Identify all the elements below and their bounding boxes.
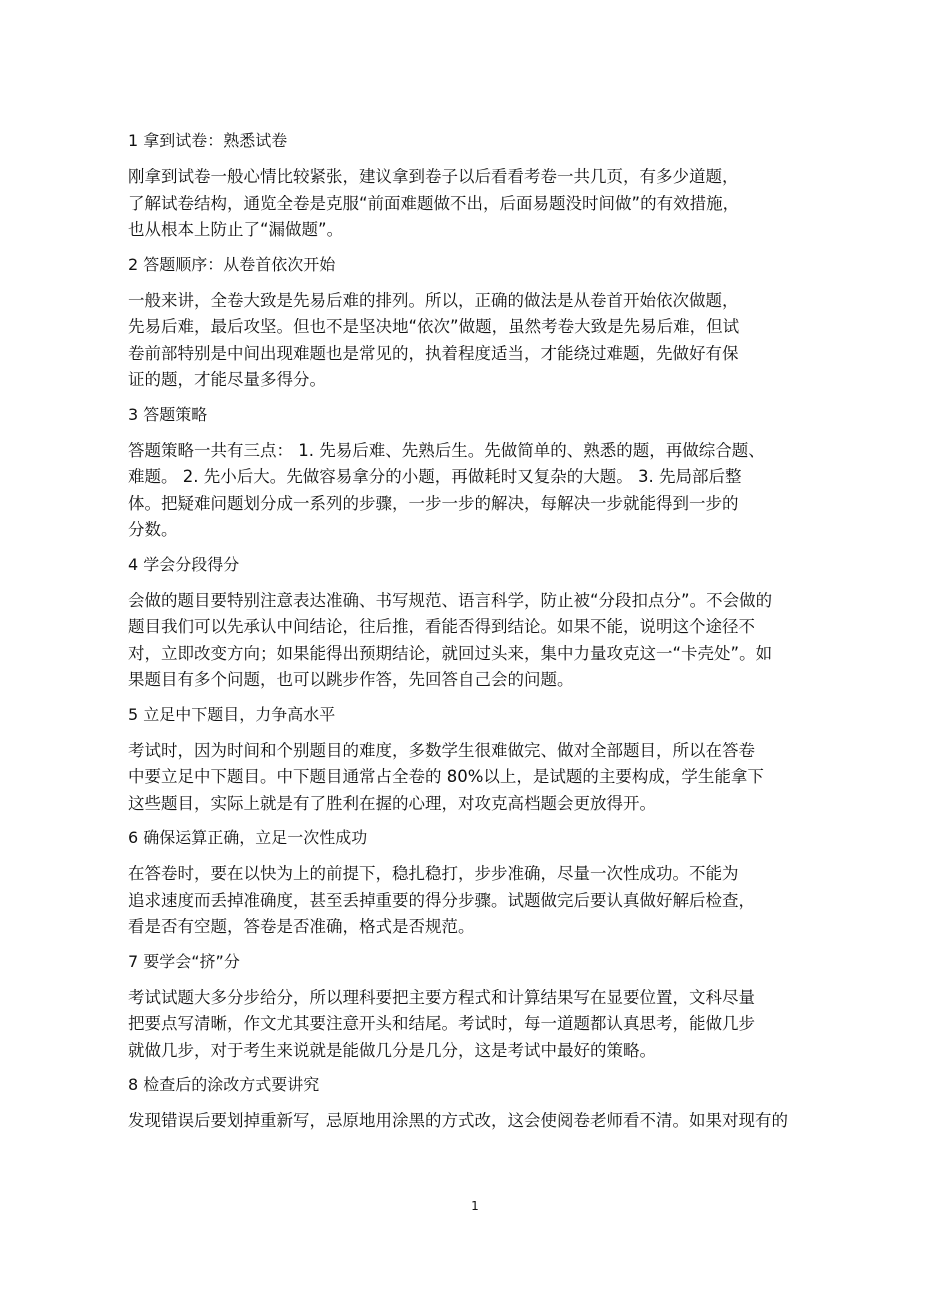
- paragraph-line: 证的题，才能尽量多得分。: [128, 370, 326, 389]
- section-heading: 5 立足中下题目，力争高水平: [128, 704, 336, 724]
- section-heading: 6 确保运算正确，立足一次性成功: [128, 828, 368, 847]
- section-1: [128, 128, 868, 244]
- paragraph-line: 果题目有多个问题，也可以跳步作答，先回答自己会的问题。: [128, 670, 574, 689]
- paragraph-line: 在答卷时，要在以快为上的前提下，稳扎稳打，步步准确，尽量一次性成功。不能为: [128, 864, 739, 883]
- paragraph-line: 追求速度而丢掉准确度，甚至丢掉重要的得分步骤。试题做完后要认真做好解后检查，: [128, 890, 755, 910]
- paragraph-line: 答题策略一共有三点： 1. 先易后难、先熟后生。先做简单的、熟悉的题，再做综合题、: [128, 440, 765, 460]
- paragraph-line: 一般来讲，全卷大致是先易后难的排列。所以，正确的做法是从卷首开始依次做题，: [128, 290, 739, 310]
- section-heading: 4 学会分段得分: [128, 554, 240, 574]
- document-body: [128, 128, 868, 1143]
- section-5: [128, 702, 868, 818]
- section-paragraph: [128, 1108, 868, 1135]
- paragraph-line: 刚拿到试卷一般心情比较紧张，建议拿到卷子以后看看考卷一共几页，有多少道题，: [128, 167, 739, 186]
- paragraph-line: 也从根本上防止了“漏做题”。: [128, 220, 344, 239]
- paragraph-line: 卷前部特别是中间出现难题也是常见的，执着程度适当，才能绕过难题，先做好有保: [128, 343, 739, 363]
- section-heading: 3 答题策略: [128, 404, 208, 424]
- section-paragraph: [128, 985, 868, 1065]
- paragraph-line: 分数。: [128, 520, 178, 539]
- section-3: [128, 402, 868, 544]
- paragraph-line: 考试试题大多分步给分，所以理科要把主要方程式和计算结果写在显要位置，文科尽量: [128, 987, 755, 1007]
- paragraph-line: 对，立即改变方向；如果能得出预期结论，就回过头来，集中力量攻克这一“卡壳处”。如: [128, 643, 773, 663]
- section-heading: 8 检查后的涂改方式要讲究: [128, 1075, 320, 1094]
- section-2: [128, 252, 868, 394]
- paragraph-line: 发现错误后要划掉重新写，忌原地用涂黑的方式改，这会使阅卷老师看不清。如果对现有的: [128, 1111, 788, 1130]
- section-heading: 1 拿到试卷：熟悉试卷: [128, 131, 288, 150]
- section-4: [128, 552, 868, 694]
- page-number: 1: [471, 1199, 479, 1213]
- section-8: [128, 1072, 868, 1135]
- paragraph-line: 考试时，因为时间和个别题目的难度，多数学生很难做完、做对全部题目，所以在答卷: [128, 740, 755, 760]
- section-paragraph: [128, 288, 868, 394]
- paragraph-line: 会做的题目要特别注意表达准确、书写规范、语言科学，防止被“分段扣点分”。不会做的: [128, 590, 773, 610]
- section-7: [128, 949, 868, 1065]
- section-heading: 2 答题顺序：从卷首依次开始: [128, 254, 336, 274]
- section-heading: 7 要学会“挤”分: [128, 951, 240, 971]
- section-paragraph: [128, 738, 868, 818]
- section-paragraph: [128, 588, 868, 694]
- paragraph-line: 看是否有空题，答卷是否准确，格式是否规范。: [128, 917, 475, 936]
- paragraph-line: 把要点写清晰，作文尤其要注意开头和结尾。考试时，每一道题都认真思考，能做几步: [128, 1014, 755, 1033]
- paragraph-line: 就做几步，对于考生来说就是能做几分是几分，这是考试中最好的策略。: [128, 1040, 656, 1060]
- paragraph-line: 了解试卷结构，通览全卷是克服“前面难题做不出，后面易题没时间做”的有效措施，: [128, 193, 740, 213]
- paragraph-line: 先易后难，最后攻坚。但也不是坚决地“依次”做题，虽然考卷大致是先易后难，但试: [128, 317, 740, 336]
- paragraph-line: 体。把疑难问题划分成一系列的步骤，一步一步的解决，每解决一步就能得到一步的: [128, 493, 739, 513]
- section-paragraph: [128, 164, 868, 244]
- section-paragraph: [128, 438, 868, 544]
- section-paragraph: [128, 861, 868, 941]
- paragraph-line: 这些题目，实际上就是有了胜利在握的心理，对攻克高档题会更放得开。: [128, 793, 656, 813]
- paragraph-line: 中要立足中下题目。中下题目通常占全卷的 80%以上，是试题的主要构成，学生能拿下: [128, 767, 764, 786]
- section-6: [128, 825, 868, 941]
- paragraph-line: 题目我们可以先承认中间结论，往后推，看能否得到结论。如果不能，说明这个途径不: [128, 617, 755, 636]
- paragraph-line: 难题。 2. 先小后大。先做容易拿分的小题，再做耗时又复杂的大题。 3. 先局部后整: [128, 467, 742, 486]
